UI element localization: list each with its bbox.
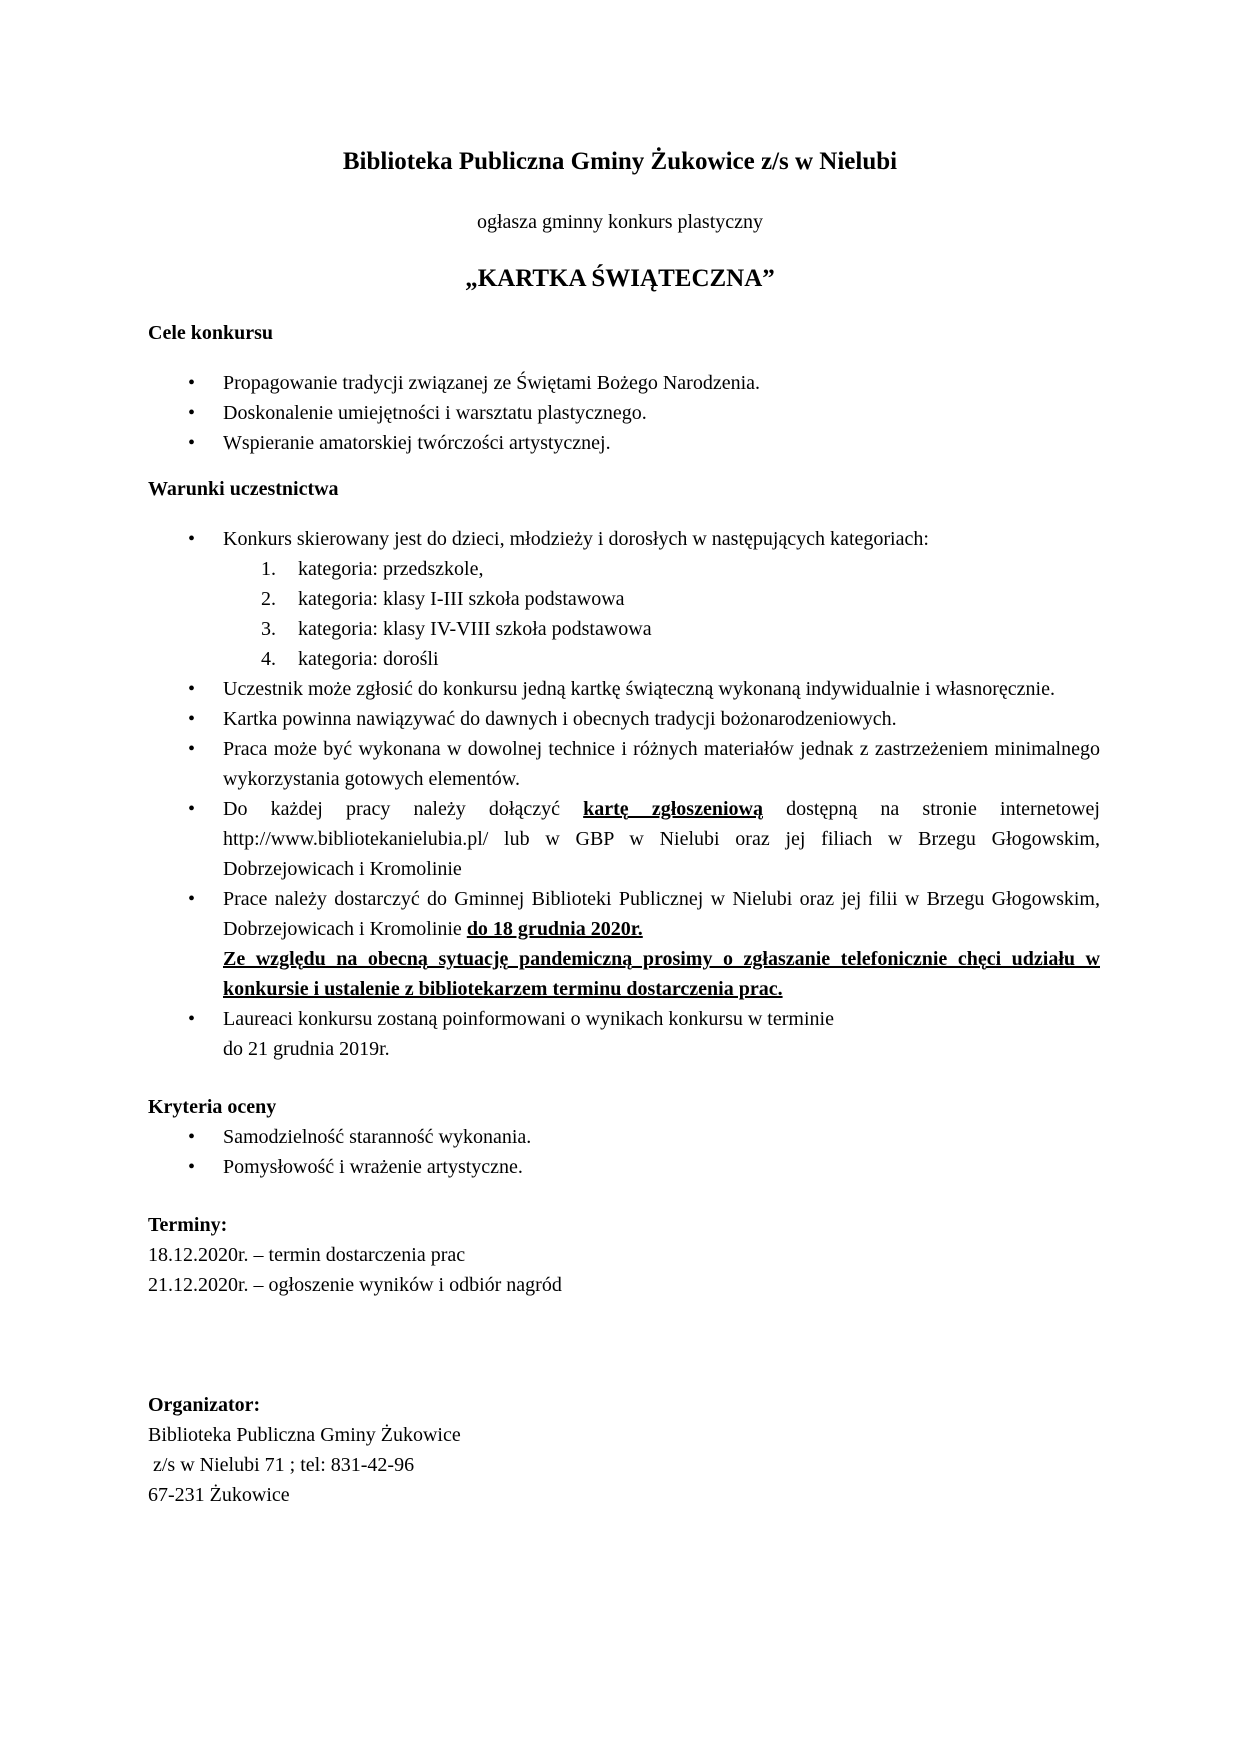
condition-text: dostępną na stronie internetowej http://www.bibliotekanielubia.pl/ lub w GBP w Nielubi oraz jej filiach w Brzegu Głogowskim, Dobrzejowicach i Kromolinie: [223, 798, 1100, 880]
condition-text: do 21 grudnia 2019r.: [223, 1038, 390, 1060]
conditions-list: [148, 524, 1100, 1064]
goals-list: [148, 368, 1100, 458]
category-label: kategoria: dorośli: [298, 648, 439, 670]
contest-name: „KARTKA ŚWIĄTECZNA”: [465, 265, 775, 292]
condition-text: Do każdej pracy należy dołączyć: [223, 798, 584, 820]
organizer-line: z/s w Nielubi 71 ; tel: 831-42-96: [148, 1454, 415, 1476]
condition-text: Prace należy dostarczyć do Gminnej Biblioteki Publicznej w Nielubi oraz jej filii w Brzegu Głogowskim, Dobrzejowicach i Kromolinie: [223, 888, 1100, 940]
condition-text: Laureaci konkursu zostaną poinformowani o wynikach konkursu w terminie: [223, 1008, 834, 1030]
goal-item: • Propagowanie tradycji związanej ze Świętami Bożego Narodzenia.: [148, 368, 1100, 398]
organizer-heading: Organizator:: [148, 1394, 261, 1416]
condition-item: [148, 884, 1100, 1004]
organizer-line: 67-231 Żukowice: [148, 1484, 290, 1506]
goal-item: • Doskonalenie umiejętności i warsztatu plastycznego.: [148, 398, 1100, 428]
condition-item: • Uczestnik może zgłosić do konkursu jedną kartkę świąteczną wykonaną indywidualnie i własnoręcznie.: [148, 674, 1100, 704]
category-item: [223, 554, 1100, 584]
document-subtitle: ogłasza gminny konkurs plastyczny: [476, 211, 764, 233]
category-item: [223, 584, 1100, 614]
conditions-heading: Warunki uczestnictwa: [148, 478, 339, 500]
date-line: 18.12.2020r. – termin dostarczenia prac: [148, 1244, 466, 1266]
category-item: [223, 614, 1100, 644]
category-label: kategoria: klasy I-III szkoła podstawowa: [298, 588, 625, 610]
condition-item: • Kartka powinna nawiązywać do dawnych i obecnych tradycji bożonarodzeniowych.: [148, 704, 1100, 734]
condition-item: [148, 1004, 1100, 1064]
deadline-text: do 18 grudnia 2020r.: [466, 918, 643, 940]
categories-list: [223, 554, 1100, 674]
condition-item: [148, 524, 1100, 674]
goals-heading: Cele konkursu: [148, 322, 274, 344]
condition-item: • Praca może być wykonana w dowolnej technice i różnych materiałów jednak z zastrzeżeniem minimalnego wykorzystania gotowych elementów.: [148, 734, 1100, 794]
document-body: [148, 318, 1100, 1510]
condition-text: Konkurs skierowany jest do dzieci, młodzieży i dorosłych w następujących kategoriach:: [223, 528, 929, 550]
organizer-line: Biblioteka Publiczna Gminy Żukowice: [148, 1424, 461, 1446]
criteria-heading: Kryteria oceny: [148, 1096, 277, 1118]
category-number: 4.: [261, 648, 276, 670]
category-number: 2.: [261, 588, 276, 610]
goal-item: • Wspieranie amatorskiej twórczości artystycznej.: [148, 428, 1100, 458]
condition-item: [148, 794, 1100, 884]
category-number: 3.: [261, 618, 276, 640]
category-number: 1.: [261, 558, 276, 580]
document-title: Biblioteka Publiczna Gminy Żukowice z/s w Nielubi: [342, 148, 898, 175]
dates-heading: Terminy:: [148, 1214, 228, 1236]
entry-form-link[interactable]: kartę zgłoszeniową: [583, 798, 763, 820]
category-label: kategoria: klasy IV-VIII szkoła podstawowa: [298, 618, 652, 640]
pandemic-notice: Ze względu na obecną sytuację pandemiczną prosimy o zgłaszanie telefonicznie chęci udziału w konkursie i ustalenie z bibliotekarzem terminu dostarczenia prac.: [223, 948, 1100, 1000]
criteria-item: • Samodzielność staranność wykonania.: [148, 1122, 1100, 1152]
date-line: 21.12.2020r. – ogłoszenie wyników i odbiór nagród: [148, 1274, 562, 1296]
category-label: kategoria: przedszkole,: [298, 558, 484, 580]
criteria-list: [148, 1122, 1100, 1182]
category-item: [223, 644, 1100, 674]
criteria-item: • Pomysłowość i wrażenie artystyczne.: [148, 1152, 1100, 1182]
